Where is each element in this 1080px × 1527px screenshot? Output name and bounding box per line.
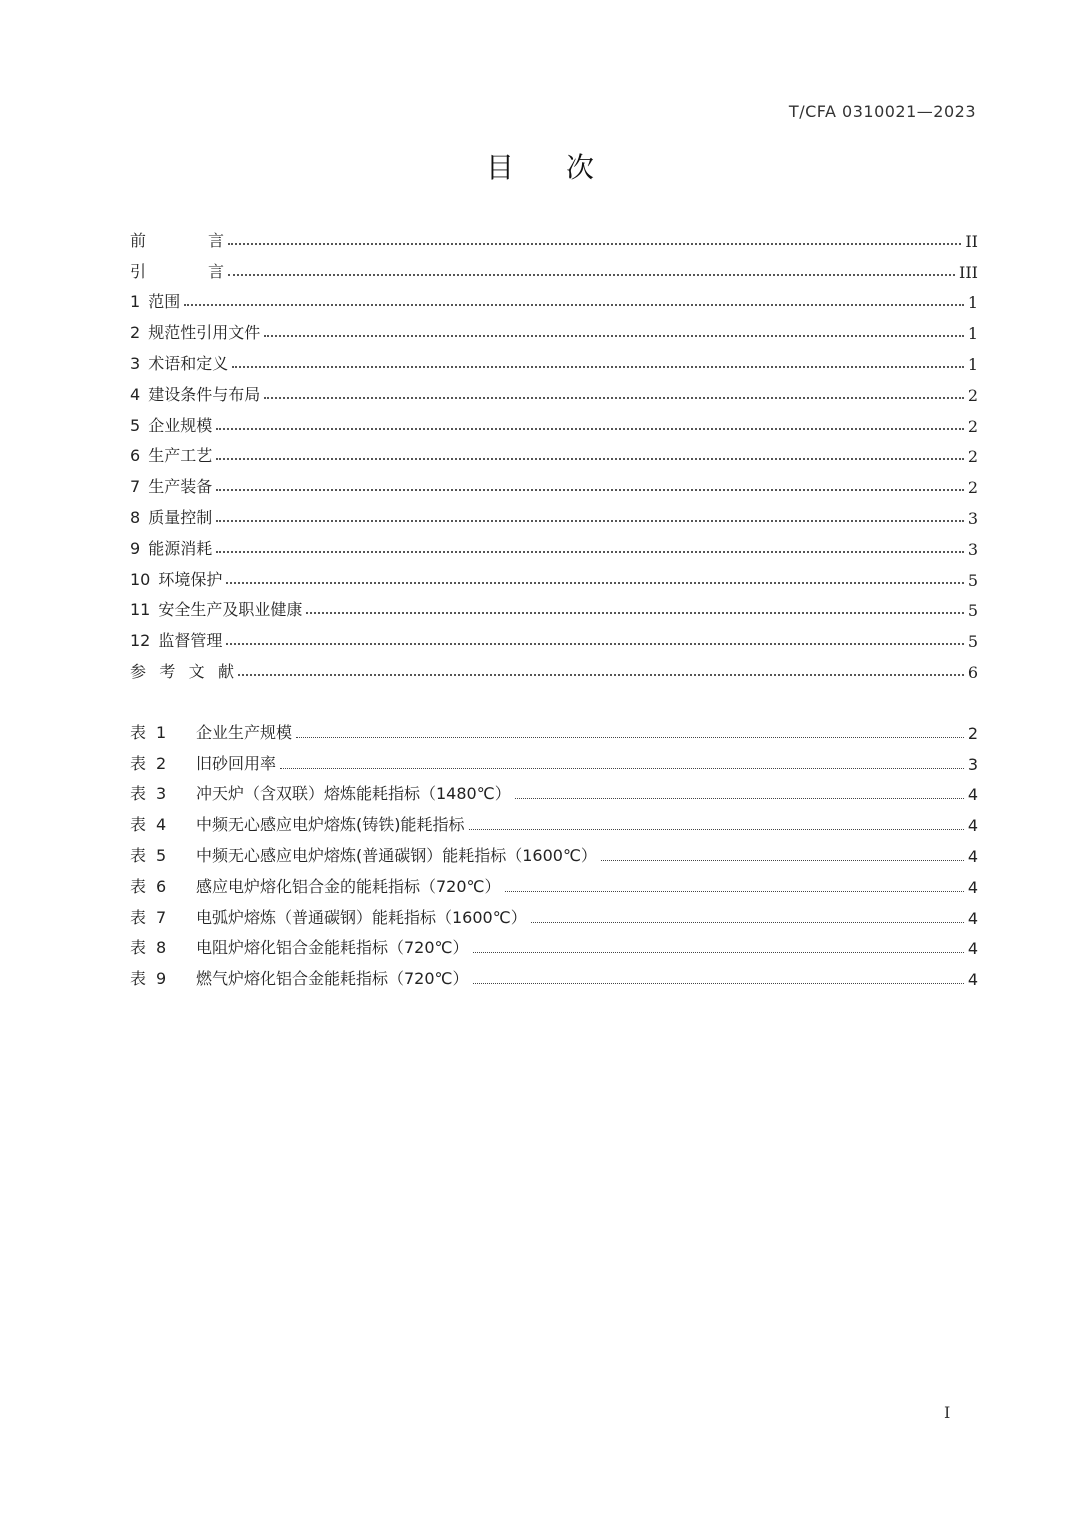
table-page: 4 bbox=[967, 970, 978, 990]
table-number: 8 bbox=[156, 938, 167, 958]
toc-entry[interactable] bbox=[130, 405, 978, 436]
table-number: 9 bbox=[156, 969, 167, 989]
toc-entry-page: II bbox=[965, 231, 978, 251]
leader-dots bbox=[296, 737, 964, 738]
toc-entry-page: 2 bbox=[967, 416, 978, 436]
toc-entry[interactable] bbox=[130, 528, 978, 559]
leader-dots bbox=[473, 952, 964, 953]
toc-entry-page: 1 bbox=[967, 324, 978, 344]
toc-entry-foreword[interactable] bbox=[130, 220, 978, 251]
toc-entry-page: 2 bbox=[967, 447, 978, 467]
leader-dots bbox=[226, 642, 963, 645]
toc-entry-label: 企业规模 bbox=[148, 415, 213, 435]
table-page: 4 bbox=[967, 816, 978, 836]
table-prefix: 表 bbox=[130, 815, 147, 835]
toc-entry-number: 10 bbox=[130, 569, 151, 589]
table-prefix: 表 bbox=[130, 753, 147, 773]
leader-dots bbox=[469, 829, 964, 830]
leader-dots bbox=[216, 427, 964, 430]
toc-entry-number: 12 bbox=[130, 631, 151, 651]
table-title: 电阻炉熔化铝合金能耗指标（720℃） bbox=[196, 938, 469, 958]
leader-dots bbox=[226, 581, 963, 584]
table-list-entry[interactable] bbox=[130, 774, 978, 805]
table-title: 感应电炉熔化铝合金的能耗指标（720℃） bbox=[196, 876, 501, 896]
toc-entry[interactable] bbox=[130, 436, 978, 467]
table-list-entry[interactable] bbox=[130, 804, 978, 835]
table-number: 3 bbox=[156, 784, 167, 804]
document-code: T/CFA 0310021—2023 bbox=[788, 102, 976, 121]
leader-dots bbox=[238, 673, 964, 676]
toc-entry-label: 生产装备 bbox=[148, 477, 213, 497]
toc-entry-page: 5 bbox=[967, 601, 978, 621]
toc-entry-label: 参 考 文 献 bbox=[130, 661, 234, 681]
toc-entry-label: 引 言 bbox=[130, 261, 224, 281]
leader-dots bbox=[216, 488, 964, 491]
toc-entry[interactable] bbox=[130, 620, 978, 651]
table-page: 4 bbox=[967, 939, 978, 959]
leader-dots bbox=[264, 396, 964, 399]
table-number: 2 bbox=[156, 753, 167, 773]
table-page: 4 bbox=[967, 785, 978, 805]
toc-entry-page: 3 bbox=[967, 539, 978, 559]
toc-entry-number: 2 bbox=[130, 323, 141, 343]
toc-entry-page: 1 bbox=[967, 293, 978, 313]
list-of-tables bbox=[130, 712, 978, 989]
page-title: 目次 bbox=[485, 151, 646, 184]
toc-entry[interactable] bbox=[130, 497, 978, 528]
table-prefix: 表 bbox=[130, 938, 147, 958]
toc-entry[interactable] bbox=[130, 559, 978, 590]
leader-dots bbox=[306, 611, 963, 614]
table-prefix: 表 bbox=[130, 845, 147, 865]
toc-entry-number: 6 bbox=[130, 446, 141, 466]
leader-dots bbox=[264, 334, 964, 337]
table-of-contents bbox=[130, 220, 978, 682]
table-prefix: 表 bbox=[130, 876, 147, 896]
table-number: 7 bbox=[156, 907, 167, 927]
table-title: 企业生产规模 bbox=[196, 722, 293, 742]
table-prefix: 表 bbox=[130, 722, 147, 742]
leader-dots bbox=[601, 860, 964, 861]
table-title: 中频无心感应电炉熔炼(铸铁)能耗指标 bbox=[196, 815, 465, 835]
table-page: 3 bbox=[967, 754, 978, 774]
leader-dots bbox=[232, 365, 964, 368]
leader-dots bbox=[280, 768, 964, 769]
toc-entry-number: 3 bbox=[130, 353, 141, 373]
table-title: 燃气炉熔化铝合金能耗指标（720℃） bbox=[196, 969, 469, 989]
leader-dots bbox=[184, 303, 964, 306]
leader-dots bbox=[473, 983, 964, 984]
toc-entry-page: 2 bbox=[967, 385, 978, 405]
toc-entry-number: 9 bbox=[130, 538, 141, 558]
toc-entry-page: 6 bbox=[967, 662, 978, 682]
table-number: 6 bbox=[156, 876, 167, 896]
table-title: 中频无心感应电炉熔炼(普通碳钢）能耗指标（1600℃） bbox=[196, 845, 597, 865]
leader-dots bbox=[531, 922, 964, 923]
table-list-entry[interactable] bbox=[130, 897, 978, 928]
toc-entry-number: 4 bbox=[130, 384, 141, 404]
toc-entry-page: 2 bbox=[967, 478, 978, 498]
toc-entry-label: 规范性引用文件 bbox=[148, 323, 261, 343]
toc-entry-label: 环境保护 bbox=[158, 569, 223, 589]
leader-dots bbox=[216, 457, 964, 460]
toc-entry[interactable] bbox=[130, 312, 978, 343]
table-prefix: 表 bbox=[130, 969, 147, 989]
table-number: 1 bbox=[156, 722, 167, 742]
table-list-entry[interactable] bbox=[130, 743, 978, 774]
table-page: 2 bbox=[967, 723, 978, 743]
leader-dots bbox=[216, 550, 964, 553]
table-number: 4 bbox=[156, 815, 167, 835]
table-list-entry[interactable] bbox=[130, 712, 978, 743]
toc-entry-label: 术语和定义 bbox=[148, 353, 229, 373]
toc-entry[interactable] bbox=[130, 374, 978, 405]
table-title: 旧砂回用率 bbox=[196, 753, 277, 773]
toc-entry-label: 能源消耗 bbox=[148, 538, 213, 558]
toc-entry-introduction[interactable] bbox=[130, 251, 978, 282]
toc-entry-label: 安全生产及职业健康 bbox=[158, 600, 303, 620]
leader-dots bbox=[228, 273, 955, 276]
leader-dots bbox=[505, 891, 964, 892]
table-number: 5 bbox=[156, 845, 167, 865]
leader-dots bbox=[228, 242, 961, 245]
toc-entry-number: 11 bbox=[130, 600, 151, 620]
toc-entry[interactable] bbox=[130, 343, 978, 374]
table-prefix: 表 bbox=[130, 907, 147, 927]
toc-entry-label: 质量控制 bbox=[148, 507, 213, 527]
table-list-entry[interactable] bbox=[130, 835, 978, 866]
table-title: 冲天炉（含双联）熔炼能耗指标（1480℃） bbox=[196, 784, 511, 804]
toc-entry-number: 5 bbox=[130, 415, 141, 435]
toc-entry-number: 7 bbox=[130, 477, 141, 497]
toc-entry-number: 8 bbox=[130, 507, 141, 527]
toc-entry-label: 建设条件与布局 bbox=[148, 384, 261, 404]
toc-entry-page: III bbox=[959, 262, 978, 282]
table-page: 4 bbox=[967, 846, 978, 866]
table-list-entry[interactable] bbox=[130, 958, 978, 989]
toc-entry-number: 1 bbox=[130, 292, 141, 312]
leader-dots bbox=[216, 519, 964, 522]
toc-entry[interactable] bbox=[130, 282, 978, 313]
table-list-entry[interactable] bbox=[130, 928, 978, 959]
toc-entry-label: 前 言 bbox=[130, 230, 224, 250]
leader-dots bbox=[515, 798, 964, 799]
toc-entry-references[interactable] bbox=[130, 651, 978, 682]
toc-entry-label: 范围 bbox=[148, 292, 181, 312]
toc-entry-page: 5 bbox=[967, 570, 978, 590]
toc-entry-page: 1 bbox=[967, 354, 978, 374]
toc-entry-page: 3 bbox=[967, 508, 978, 528]
table-page: 4 bbox=[967, 877, 978, 897]
toc-entry[interactable] bbox=[130, 590, 978, 621]
toc-entry-label: 生产工艺 bbox=[148, 446, 213, 466]
toc-entry[interactable] bbox=[130, 466, 978, 497]
table-prefix: 表 bbox=[130, 784, 147, 804]
table-list-entry[interactable] bbox=[130, 866, 978, 897]
table-title: 电弧炉熔炼（普通碳钢）能耗指标（1600℃） bbox=[196, 907, 527, 927]
table-page: 4 bbox=[967, 908, 978, 928]
page-number: I bbox=[944, 1403, 951, 1422]
toc-entry-page: 5 bbox=[967, 632, 978, 652]
toc-entry-label: 监督管理 bbox=[158, 631, 223, 651]
